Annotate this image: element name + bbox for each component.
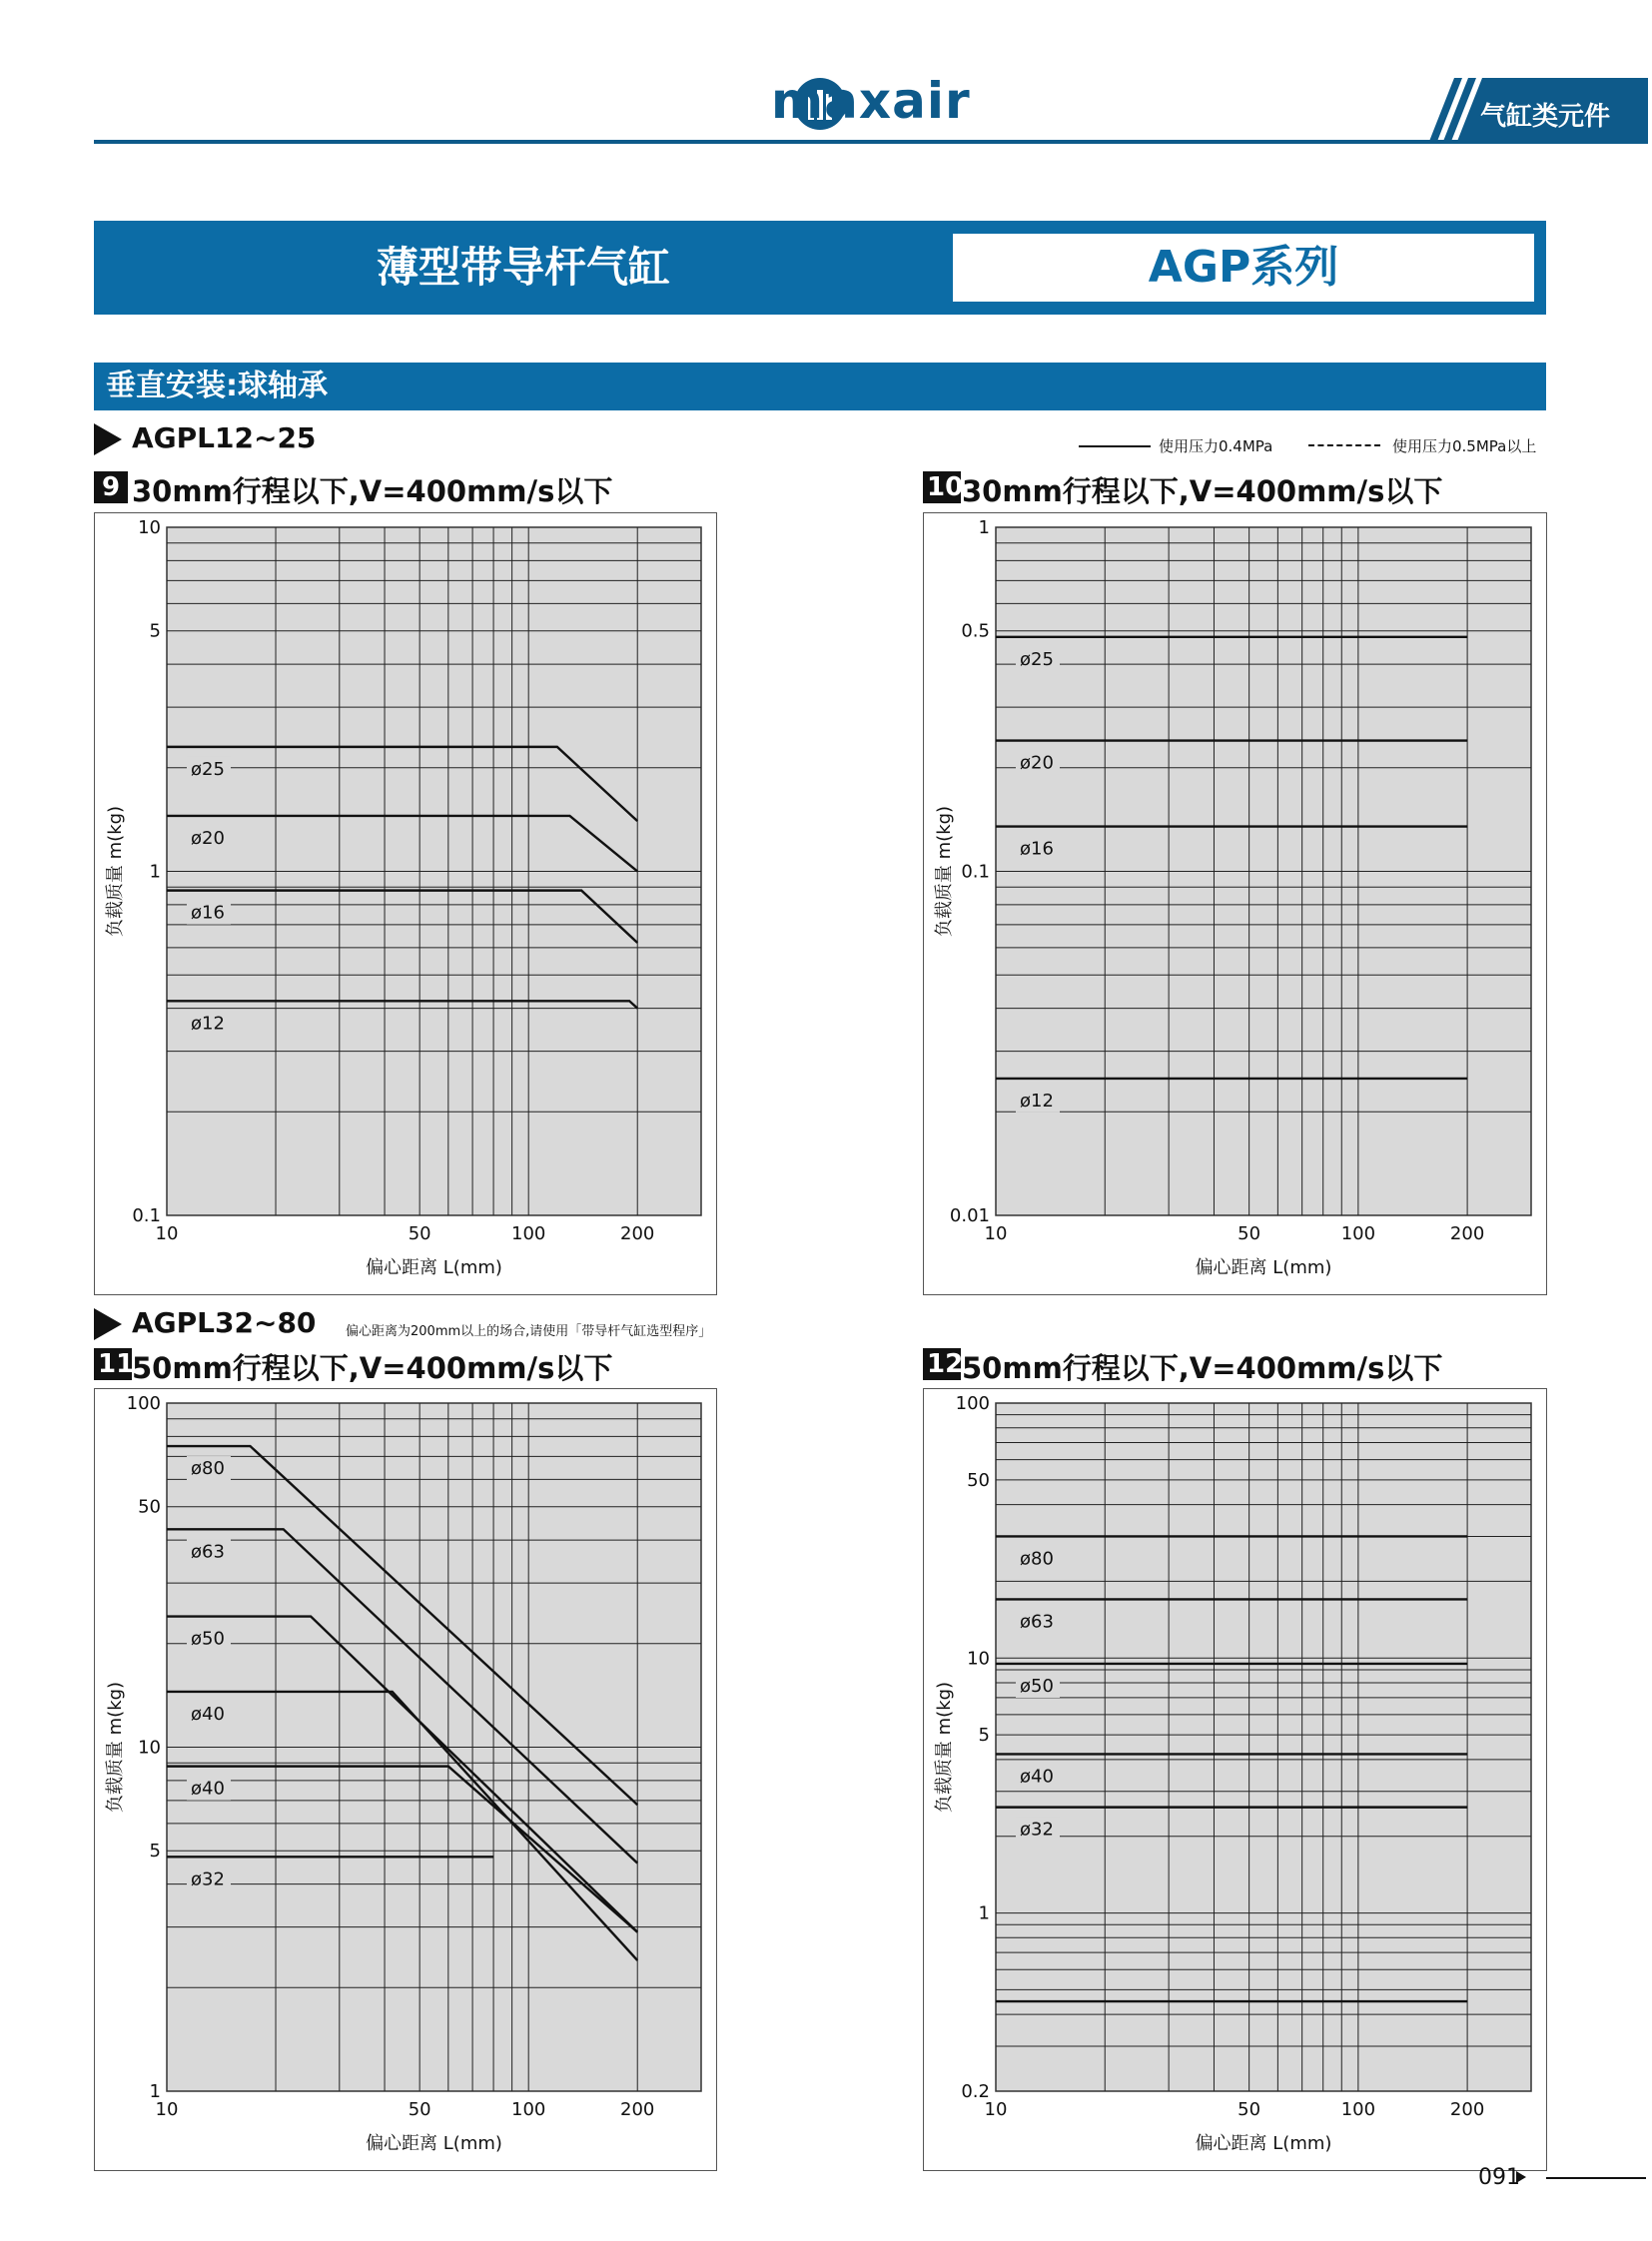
page-number: 091 <box>1478 2165 1520 2190</box>
x-tick-label: 50 <box>408 1223 431 1244</box>
series-label: ø16 <box>191 902 225 924</box>
x-axis-label: 偏心距离 L(mm) <box>366 2133 502 2154</box>
y-tick-label: 5 <box>149 1841 161 1863</box>
group-label: AGPL32~80 <box>132 1306 317 1339</box>
plot-area <box>996 1403 1531 2091</box>
x-tick-label: 200 <box>620 1223 655 1244</box>
x-tick-label: 200 <box>1449 2099 1485 2120</box>
x-tick-label: 50 <box>408 2099 431 2120</box>
chart-title: 50mm行程以下,V=400mm/s以下 <box>962 1351 1443 1385</box>
x-tick-label: 10 <box>155 2099 179 2120</box>
y-tick-label: 10 <box>138 1737 161 1759</box>
series-label: ø63 <box>191 1541 225 1563</box>
chart-title: 30mm行程以下,V=400mm/s以下 <box>132 474 613 508</box>
load-mass-chart-10 <box>924 513 1545 1293</box>
series-label: ø80 <box>191 1458 225 1480</box>
y-tick-label: 0.1 <box>961 861 990 883</box>
y-tick-label: 0.01 <box>949 1205 990 1226</box>
legend-dashed-line <box>1308 444 1380 446</box>
series-label: ø40 <box>1020 1766 1054 1788</box>
series-title: AGP系列 <box>1148 242 1339 293</box>
load-mass-chart-9 <box>95 513 715 1293</box>
y-tick-label: 100 <box>126 1393 161 1414</box>
page-underline <box>1546 2177 1646 2179</box>
legend-solid-label: 使用压力0.4MPa <box>1159 437 1273 455</box>
chart-number: 9 <box>94 471 128 503</box>
x-tick-label: 50 <box>1238 2099 1261 2120</box>
x-tick-label: 10 <box>984 1223 1008 1244</box>
chart-frame-10 <box>923 512 1547 1295</box>
series-label: ø20 <box>191 827 225 849</box>
y-tick-label: 50 <box>967 1469 990 1491</box>
legend-dashed-label: 使用压力0.5MPa以上 <box>1392 437 1537 455</box>
x-tick-label: 200 <box>620 2099 655 2120</box>
x-tick-label: 100 <box>511 2099 546 2120</box>
chart-number: 11 <box>94 1348 132 1380</box>
chart-title: 50mm行程以下,V=400mm/s以下 <box>132 1351 613 1385</box>
load-mass-chart-11 <box>95 1389 715 2169</box>
y-tick-label: 1 <box>149 2081 161 2102</box>
x-tick-label: 200 <box>1449 1223 1485 1244</box>
y-tick-label: 5 <box>978 1725 990 1747</box>
x-tick-label: 100 <box>1340 2099 1376 2120</box>
y-axis-label: 负载质量 m(kg) <box>105 805 126 938</box>
load-mass-chart-12 <box>924 1389 1545 2169</box>
category-label: 气缸类元件 <box>1480 102 1611 132</box>
y-tick-label: 10 <box>138 517 161 538</box>
y-tick-label: 0.5 <box>961 620 990 642</box>
y-tick-label: 1 <box>149 861 161 883</box>
series-label: ø12 <box>1020 1090 1054 1112</box>
y-tick-label: 100 <box>955 1393 990 1414</box>
series-label: ø25 <box>191 758 225 780</box>
x-tick-label: 100 <box>1340 1223 1376 1244</box>
series-label: ø32 <box>191 1868 225 1890</box>
triangle-icon <box>94 1308 122 1340</box>
series-label: ø25 <box>1020 648 1054 670</box>
y-axis-label: 负载质量 m(kg) <box>934 1681 955 1814</box>
series-label: ø50 <box>1020 1675 1054 1697</box>
series-label: ø80 <box>1020 1548 1054 1570</box>
y-tick-label: 1 <box>978 517 990 538</box>
chart-title: 30mm行程以下,V=400mm/s以下 <box>962 474 1443 508</box>
chart-number: 10 <box>923 471 961 503</box>
series-label: ø32 <box>1020 1819 1054 1841</box>
x-tick-label: 50 <box>1238 1223 1261 1244</box>
series-label: ø40 <box>191 1778 225 1800</box>
chart-number: 12 <box>923 1348 961 1380</box>
series-label: ø12 <box>191 1013 225 1035</box>
series-label: ø63 <box>1020 1611 1054 1633</box>
brand-name: maxair <box>771 72 971 130</box>
y-tick-label: 10 <box>967 1648 990 1670</box>
series-label: ø50 <box>191 1628 225 1650</box>
series-label: ø20 <box>1020 752 1054 774</box>
page-title: 薄型带导杆气缸 <box>376 243 670 292</box>
y-axis-label: 负载质量 m(kg) <box>105 1681 126 1814</box>
section-title: 垂直安装:球轴承 <box>106 369 328 403</box>
legend-solid-line <box>1079 445 1151 447</box>
chart-frame-11 <box>94 1388 717 2171</box>
y-tick-label: 50 <box>138 1496 161 1518</box>
y-tick-label: 1 <box>978 1902 990 1924</box>
y-tick-label: 5 <box>149 620 161 642</box>
x-axis-label: 偏心距离 L(mm) <box>366 1257 502 1278</box>
group-label: AGPL12~25 <box>132 421 317 454</box>
x-tick-label: 100 <box>511 1223 546 1244</box>
y-axis-label: 负载质量 m(kg) <box>934 805 955 938</box>
x-tick-label: 10 <box>155 1223 179 1244</box>
y-tick-label: 0.1 <box>132 1205 161 1226</box>
eccentric-note: 偏心距离为200mm以上的场合,请使用「带导杆气缸选型程序」 <box>346 1324 712 1339</box>
series-label: ø40 <box>191 1703 225 1725</box>
header-divider <box>94 140 1558 144</box>
page-arrow-icon <box>1516 2171 1526 2183</box>
chart-frame-12 <box>923 1388 1547 2171</box>
triangle-icon <box>94 423 122 455</box>
x-tick-label: 10 <box>984 2099 1008 2120</box>
y-tick-label: 0.2 <box>961 2081 990 2102</box>
x-axis-label: 偏心距离 L(mm) <box>1195 1257 1332 1278</box>
series-label: ø16 <box>1020 838 1054 860</box>
chart-frame-9 <box>94 512 717 1295</box>
x-axis-label: 偏心距离 L(mm) <box>1195 2133 1332 2154</box>
